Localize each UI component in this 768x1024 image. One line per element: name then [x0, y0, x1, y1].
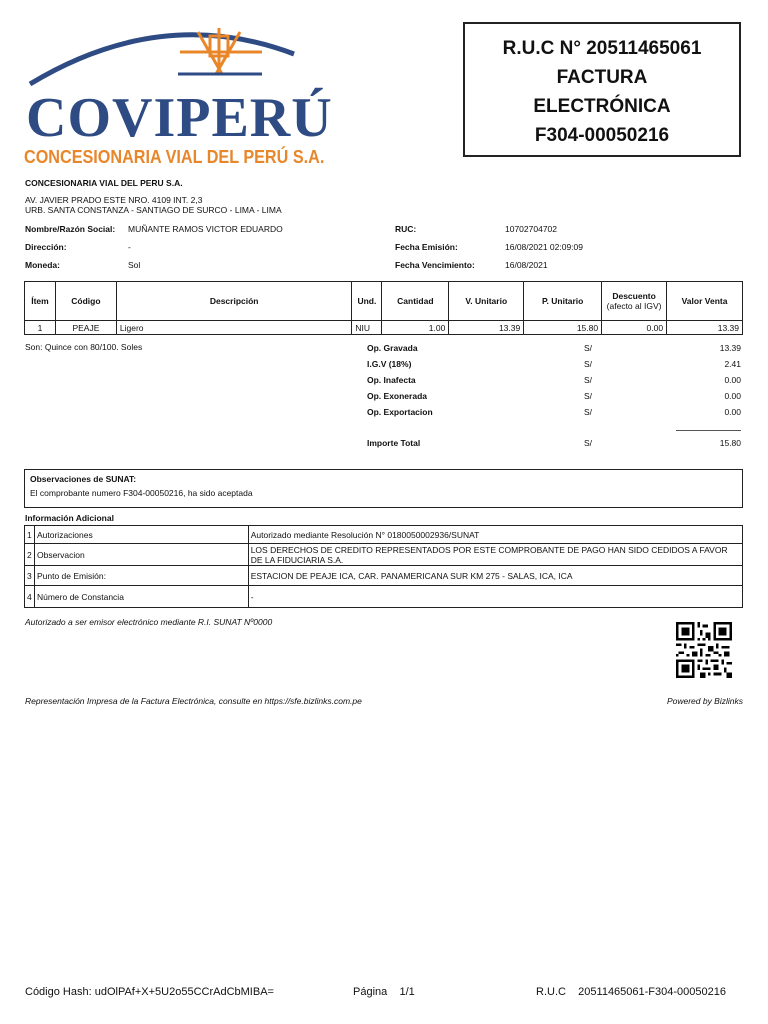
col-unit: Und. — [352, 282, 382, 321]
igv-label: I.G.V (18%) — [367, 359, 412, 369]
export-currency: S/ — [584, 407, 593, 417]
representation-note: Representación Impresa de la Factura Electrónica, consulte en https://sfe.bizlinks.com.pe — [25, 696, 362, 706]
additional-info-title: Información Adicional — [25, 513, 114, 523]
col-item: Ítem — [25, 282, 56, 321]
total-value: 15.80 — [719, 438, 741, 448]
issue-date-value: 16/08/2021 02:09:09 — [505, 242, 583, 252]
info-key: Observacion — [34, 544, 248, 566]
gravada-currency: S/ — [584, 343, 593, 353]
cell-quantity: 1.00 — [382, 321, 449, 335]
info-num: 4 — [25, 586, 35, 608]
col-discount — [602, 282, 667, 321]
info-num: 2 — [25, 544, 35, 566]
cell-unit-price: 15.80 — [524, 321, 602, 335]
info-num: 1 — [25, 526, 35, 544]
cell-discount: 0.00 — [602, 321, 667, 335]
igv-value: 2.41 — [724, 359, 741, 369]
issuer-address-2: URB. SANTA CONSTANZA - SANTIAGO DE SURCO - LIMA - LIMA — [25, 205, 282, 215]
col-unit-value: V. Unitario — [449, 282, 524, 321]
authorization-note: Autorizado a ser emisor electrónico mediante R.I. SUNAT Nº0000 — [25, 617, 273, 627]
sunat-title: Observaciones de SUNAT: — [30, 474, 137, 484]
currency-label: Moneda: — [25, 260, 60, 270]
table-row — [25, 586, 743, 608]
sunat-text: El comprobante numero F304-00050216, ha sido aceptada — [30, 488, 253, 498]
col-sale-value: Valor Venta — [667, 282, 743, 321]
exonerada-label: Op. Exonerada — [367, 391, 427, 401]
table-row — [25, 544, 743, 566]
cell-description: Ligero — [116, 321, 352, 335]
items-header-row — [25, 282, 743, 321]
inafecta-value: 0.00 — [724, 375, 741, 385]
footer-ruc: R.U.C 20511465061-F304-00050216 — [536, 986, 726, 998]
col-discount-sub: (afecto al IGV) — [606, 301, 662, 311]
export-label: Op. Exportacion — [367, 407, 433, 417]
info-key: Número de Constancia — [34, 586, 248, 608]
issue-date-label: Fecha Emisión: — [395, 242, 458, 252]
inafecta-label: Op. Inafecta — [367, 375, 416, 385]
logo-wordmark: COVIPERÚ — [26, 87, 333, 149]
export-value: 0.00 — [724, 407, 741, 417]
ruc-line: R.U.C N° 20511465061 — [502, 38, 702, 59]
issuer-name: CONCESIONARIA VIAL DEL PERU S.A. — [25, 178, 183, 188]
cell-sale-value: 13.39 — [667, 321, 743, 335]
cell-item: 1 — [25, 321, 56, 335]
client-address-label: Dirección: — [25, 242, 67, 252]
info-key: Punto de Emisión: — [34, 566, 248, 586]
additional-info-table — [24, 525, 743, 608]
col-quantity: Cantidad — [382, 282, 449, 321]
currency-value: Sol — [128, 260, 141, 270]
totals-divider — [676, 430, 741, 431]
issuer-address-1: AV. JAVIER PRADO ESTE NRO. 4109 INT. 2,3 — [25, 195, 203, 205]
amount-in-words: Son: Quince con 80/100. Soles — [25, 342, 143, 352]
col-code: Código — [55, 282, 116, 321]
powered-by: Powered by Bizlinks — [666, 696, 743, 706]
doc-type-line: FACTURA — [556, 67, 648, 88]
inafecta-currency: S/ — [584, 375, 593, 385]
logo-subtitle: CONCESIONARIA VIAL DEL PERÚ S.A. — [24, 147, 325, 167]
igv-currency: S/ — [584, 359, 593, 369]
exonerada-currency: S/ — [584, 391, 593, 401]
doc-type-line-2: ELECTRÓNICA — [533, 96, 671, 117]
exonerada-value: 0.00 — [724, 391, 741, 401]
table-row — [25, 566, 743, 586]
cell-code: PEAJE — [55, 321, 116, 335]
col-unit-price: P. Unitario — [524, 282, 602, 321]
company-logo — [22, 22, 333, 172]
due-date-value: 16/08/2021 — [505, 260, 548, 270]
col-discount-label: Descuento — [612, 291, 656, 301]
total-label: Importe Total — [367, 438, 421, 448]
total-currency: S/ — [584, 438, 593, 448]
qr-code-icon — [674, 622, 734, 678]
info-num: 3 — [25, 566, 35, 586]
sunat-observations-box — [24, 469, 743, 508]
client-address-value: - — [128, 242, 131, 252]
page-number: Página 1/1 — [353, 986, 415, 998]
info-value: LOS DERECHOS DE CREDITO REPRESENTADOS POR ESTE COMPROBANTE DE PAGO HAN SIDO CEDIDOS A FAVOR DE LA FIDUCIARIA S.A. — [248, 544, 742, 566]
items-table — [24, 281, 743, 335]
table-row — [25, 321, 743, 335]
cell-unit: NIU — [352, 321, 382, 335]
info-value: - — [248, 586, 742, 608]
ruc-box — [463, 22, 741, 157]
gravada-label: Op. Gravada — [367, 343, 418, 353]
cell-unit-value: 13.39 — [449, 321, 524, 335]
table-row — [25, 526, 743, 544]
client-ruc-value: 10702704702 — [505, 224, 558, 234]
info-key: Autorizaciones — [34, 526, 248, 544]
client-name-label: Nombre/Razón Social: — [25, 224, 116, 234]
col-description: Descripción — [116, 282, 352, 321]
hash-code: Código Hash: udOlPAf+X+5U2o55CCrAdCbMIBA= — [25, 986, 274, 998]
gravada-value: 13.39 — [719, 343, 741, 353]
due-date-label: Fecha Vencimiento: — [395, 260, 475, 270]
client-ruc-label: RUC: — [395, 224, 417, 234]
info-value: ESTACION DE PEAJE ICA, CAR. PANAMERICANA SUR KM 275 - SALAS, ICA, ICA — [248, 566, 742, 586]
client-name-value: MUÑANTE RAMOS VICTOR EDUARDO — [128, 224, 283, 234]
doc-number: F304-00050216 — [534, 125, 670, 146]
info-value: Autorizado mediante Resolución N° 0180050002936/SUNAT — [248, 526, 742, 544]
